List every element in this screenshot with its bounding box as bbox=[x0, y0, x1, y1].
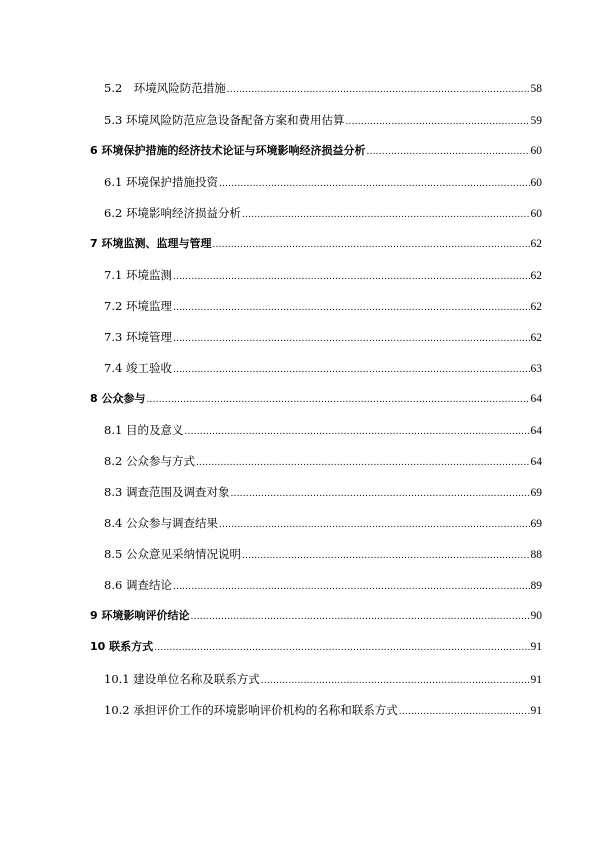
toc-entry-5-2[interactable] bbox=[104, 79, 542, 97]
toc-dot-leader bbox=[399, 703, 530, 721]
toc-entry-8-5[interactable] bbox=[104, 545, 542, 563]
toc-page-number: 91 bbox=[530, 674, 542, 686]
toc-entry-7-3[interactable] bbox=[104, 328, 542, 346]
toc-dot-leader bbox=[173, 578, 530, 596]
toc-dot-leader bbox=[345, 113, 529, 131]
toc-dot-leader bbox=[242, 547, 530, 565]
toc-dot-leader bbox=[196, 454, 530, 472]
toc-page-number: 91 bbox=[530, 641, 542, 653]
toc-entry-10[interactable] bbox=[90, 638, 542, 656]
toc-page-number: 90 bbox=[530, 610, 542, 622]
toc-entry-7[interactable] bbox=[90, 235, 542, 253]
toc-dot-leader bbox=[242, 206, 530, 224]
toc-entry-title: 7.3 环境管理 bbox=[104, 330, 172, 344]
toc-dot-leader bbox=[219, 516, 530, 534]
toc-entry-8-1[interactable] bbox=[104, 421, 542, 439]
toc-entry-title: 10.2 承担评价工作的环境影响评价机构的名称和联系方式 bbox=[104, 703, 398, 717]
toc-dot-leader bbox=[219, 175, 530, 193]
toc-dot-leader bbox=[212, 236, 529, 254]
toc-entry-title: 7 环境监测、监理与管理 bbox=[90, 237, 212, 250]
toc-entry-title: 7.4 竣工验收 bbox=[104, 361, 172, 375]
toc-entry-8-4[interactable] bbox=[104, 514, 542, 532]
toc-entry-title: 8 公众参与 bbox=[90, 392, 146, 405]
toc-page-number: 62 bbox=[530, 270, 542, 282]
toc-entry-title: 7.2 环境监理 bbox=[104, 299, 172, 313]
toc-entry-8[interactable] bbox=[90, 390, 542, 408]
toc-page-number: 60 bbox=[530, 145, 542, 157]
toc-entry-title: 8.4 公众参与调查结果 bbox=[104, 516, 218, 530]
toc-entry-title: 10 联系方式 bbox=[90, 640, 154, 653]
toc-entry-6-1[interactable] bbox=[104, 173, 542, 191]
toc-entry-title: 8.1 目的及意义 bbox=[104, 423, 184, 437]
toc-dot-leader bbox=[173, 268, 530, 286]
toc-page-number: 88 bbox=[530, 549, 542, 561]
toc-entry-title: 10.1 建设单位名称及联系方式 bbox=[104, 672, 260, 686]
toc-page-number: 63 bbox=[530, 363, 542, 375]
toc-entry-title: 9 环境影响评价结论 bbox=[90, 609, 190, 622]
toc-entry-8-3[interactable] bbox=[104, 483, 542, 501]
toc-dot-leader bbox=[173, 299, 530, 317]
toc-entry-8-6[interactable] bbox=[104, 576, 542, 594]
toc-page-number: 60 bbox=[530, 177, 542, 189]
toc-page-number: 62 bbox=[530, 301, 542, 313]
toc-page-number: 59 bbox=[530, 115, 542, 127]
toc-page-number: 64 bbox=[530, 456, 542, 468]
toc-entry-10-1[interactable] bbox=[104, 670, 542, 688]
toc-entry-6[interactable] bbox=[90, 142, 542, 160]
toc-dot-leader bbox=[184, 423, 529, 441]
toc-dot-leader bbox=[173, 330, 530, 348]
toc-entry-title: 7.1 环境监测 bbox=[104, 268, 172, 282]
toc-entry-title: 8.3 调查范围及调查对象 bbox=[104, 485, 230, 499]
toc-entry-9[interactable] bbox=[90, 607, 542, 625]
toc-entry-7-2[interactable] bbox=[104, 297, 542, 315]
toc-dot-leader bbox=[261, 672, 530, 690]
toc-entry-title: 8.2 公众参与方式 bbox=[104, 454, 195, 468]
toc-entry-10-2[interactable] bbox=[104, 701, 542, 719]
toc-page-number: 60 bbox=[530, 208, 542, 220]
toc-page-number: 69 bbox=[530, 487, 542, 499]
toc-page-number: 62 bbox=[530, 238, 542, 250]
toc-entry-title: 6.2 环境影响经济损益分析 bbox=[104, 206, 241, 220]
toc-entry-5-3[interactable] bbox=[104, 111, 542, 129]
toc-page-number: 91 bbox=[530, 705, 542, 717]
toc-entry-8-2[interactable] bbox=[104, 452, 542, 470]
toc-dot-leader bbox=[230, 485, 529, 503]
toc-entry-7-4[interactable] bbox=[104, 359, 542, 377]
toc-page-number: 64 bbox=[530, 393, 542, 405]
toc-page-number: 58 bbox=[530, 83, 542, 95]
toc-entry-title: 6.1 环境保护措施投资 bbox=[104, 175, 218, 189]
toc-entry-6-2[interactable] bbox=[104, 204, 542, 222]
toc-entry-title: 5.3 环境风险防范应急设备配备方案和费用估算 bbox=[104, 113, 345, 127]
toc-entry-7-1[interactable] bbox=[104, 266, 542, 284]
toc-dot-leader bbox=[146, 391, 529, 409]
toc-entry-title: 5.2 环境风险防范措施 bbox=[104, 81, 226, 95]
toc-entry-title: 8.5 公众意见采纳情况说明 bbox=[104, 547, 241, 561]
toc-entry-title: 6 环境保护措施的经济技术论证与环境影响经济损益分析 bbox=[90, 144, 366, 157]
toc-page-number: 64 bbox=[530, 425, 542, 437]
toc-dot-leader bbox=[366, 143, 529, 161]
toc-page-number: 89 bbox=[530, 580, 542, 592]
toc-dot-leader bbox=[227, 81, 530, 99]
toc-page-number: 69 bbox=[530, 518, 542, 530]
toc-entry-title: 8.6 调查结论 bbox=[104, 578, 172, 592]
toc-page-number: 62 bbox=[530, 332, 542, 344]
toc-dot-leader bbox=[190, 608, 529, 626]
toc-dot-leader bbox=[154, 639, 529, 657]
toc-dot-leader bbox=[173, 361, 530, 379]
